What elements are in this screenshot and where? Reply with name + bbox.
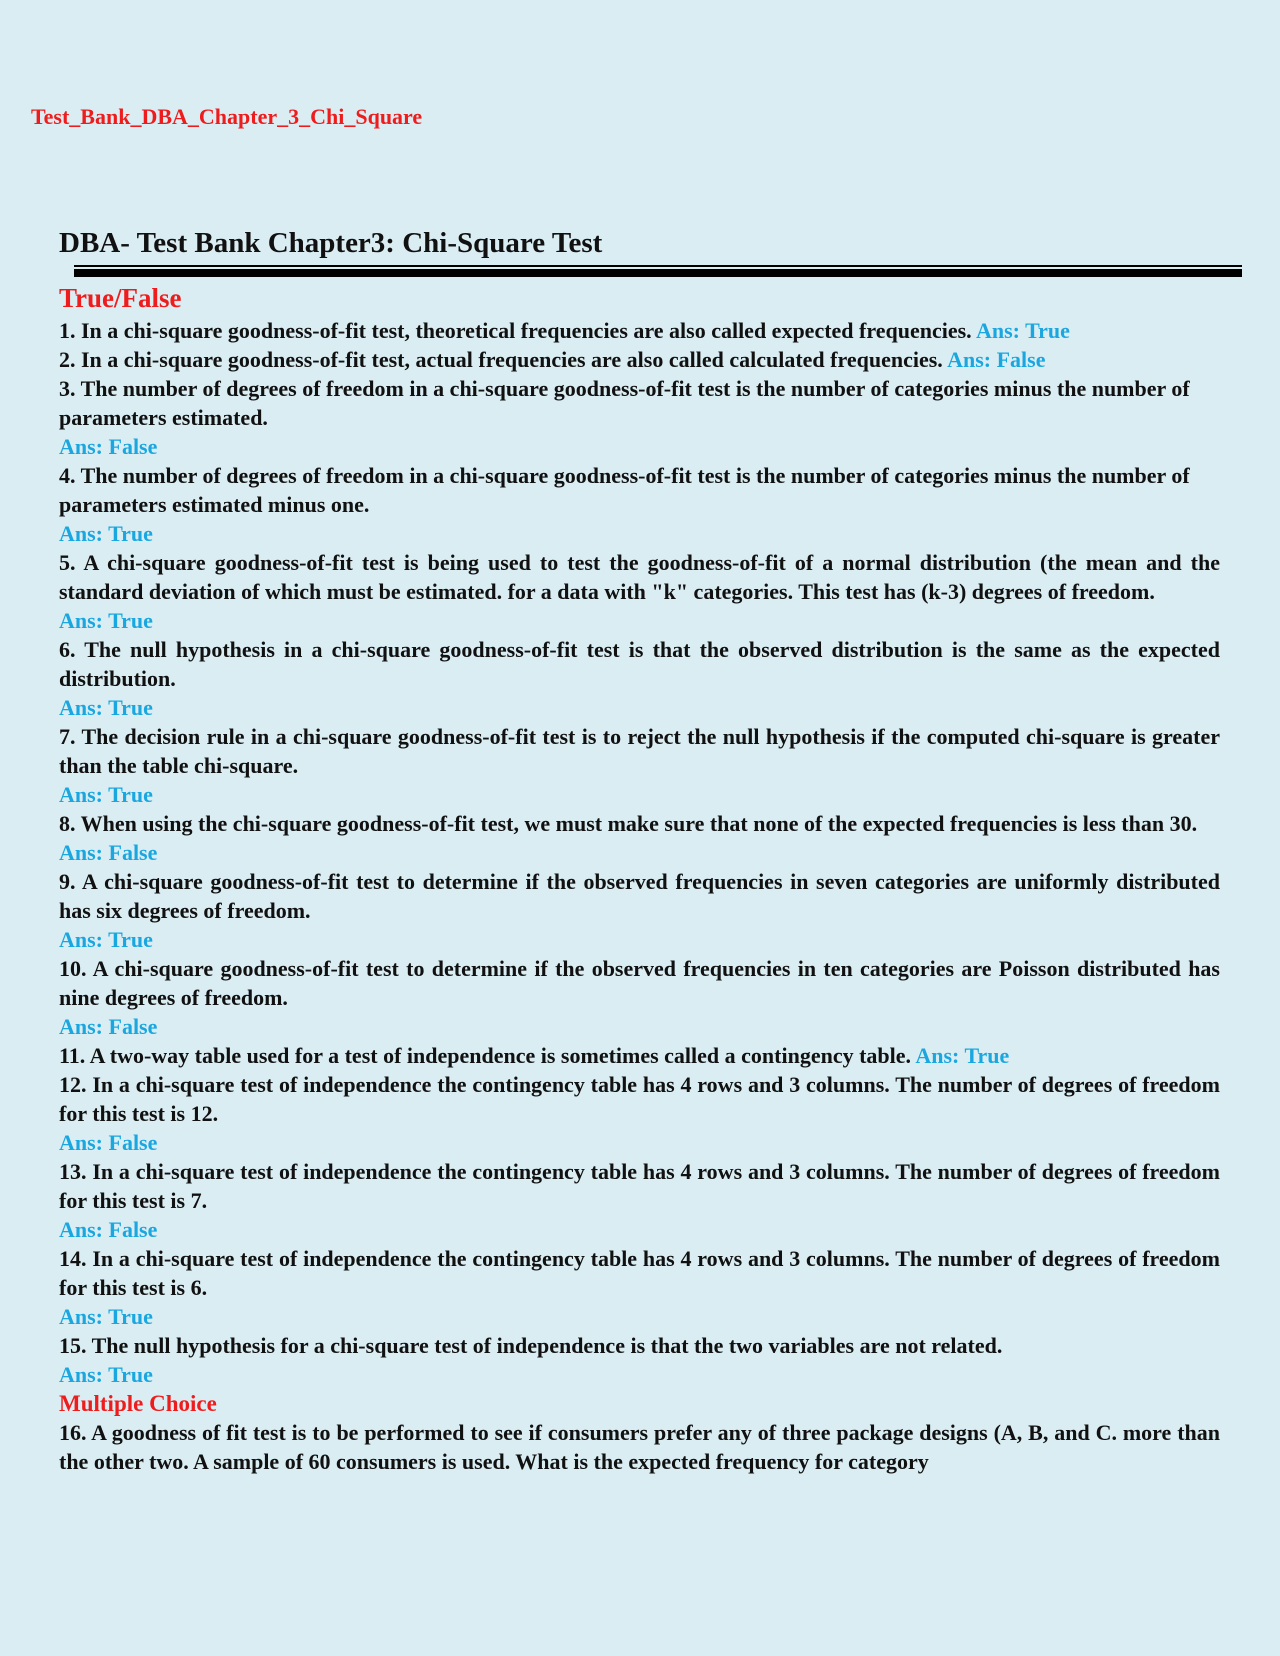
question-15 — [59, 1331, 1220, 1389]
answer: Ans: True — [59, 927, 153, 952]
answer: Ans: True — [59, 521, 153, 546]
answer: Ans: True — [59, 695, 153, 720]
answer: Ans: False — [59, 1217, 158, 1242]
question-12 — [59, 1070, 1220, 1157]
answer: Ans: False — [59, 1130, 158, 1155]
question-4 — [59, 461, 1220, 548]
answer: Ans: False — [59, 840, 158, 865]
question-text: 12. In a chi-square test of independence the contingency table has 4 rows and 3 columns. The number of degrees of freedom for this test is 12. — [59, 1072, 1220, 1126]
question-6 — [59, 635, 1220, 722]
question-10 — [59, 954, 1220, 1041]
answer: Ans: False — [947, 347, 1046, 372]
answer: Ans: True — [59, 1304, 153, 1329]
question-7 — [59, 722, 1220, 809]
question-text: 13. In a chi-square test of independence the contingency table has 4 rows and 3 columns. The number of degrees of freedom for this test is 7. — [59, 1159, 1220, 1213]
question-text: 8. When using the chi-square goodness-of-fit test, we must make sure that none of the expected frequencies is less than 30. — [59, 811, 1198, 836]
section-multiple-choice: Multiple Choice — [59, 1391, 217, 1416]
question-text: 1. In a chi-square goodness-of-fit test, theoretical frequencies are also called expected frequencies. — [59, 318, 972, 343]
answer: Ans: False — [59, 434, 158, 459]
answer: Ans: True — [975, 318, 1070, 343]
question-8 — [59, 809, 1220, 867]
question-text: 16. A goodness of fit test is to be performed to see if consumers prefer any of three package designs (A, B, and C. more than the other two. A sample of 60 consumers is used. What is the expected frequency for category — [59, 1420, 1220, 1474]
answer: Ans: True — [915, 1043, 1010, 1068]
question-11 — [59, 1041, 1220, 1070]
document-body — [59, 222, 1220, 1476]
question-text: 3. The number of degrees of freedom in a chi-square goodness-of-fit test is the number of categories minus the number of parameters estimated. — [59, 376, 1190, 430]
document-title: DBA- Test Bank Chapter3: Chi-Square Test — [59, 227, 603, 259]
question-text: 14. In a chi-square test of independence the contingency table has 4 rows and 3 columns. The number of degrees of freedom for this test is 6. — [59, 1246, 1220, 1300]
answer: Ans: True — [59, 782, 153, 807]
section-true-false: True/False — [59, 283, 182, 313]
question-9 — [59, 867, 1220, 954]
question-3 — [59, 374, 1220, 461]
answer: Ans: False — [59, 1014, 158, 1039]
question-text: 2. In a chi-square goodness-of-fit test, actual frequencies are also called calculated frequencies. — [59, 347, 943, 372]
file-title: Test_Bank_DBA_Chapter_3_Chi_Square — [31, 104, 423, 129]
title-rule — [74, 265, 1242, 277]
question-text: 9. A chi-square goodness-of-fit test to determine if the observed frequencies in seven categories are uniformly distributed has six degrees of freedom. — [59, 869, 1220, 923]
question-text: 7. The decision rule in a chi-square goodness-of-fit test is to reject the null hypothesis if the computed chi-square is greater than the table chi-square. — [59, 724, 1220, 778]
question-1 — [59, 316, 1220, 345]
question-5 — [59, 548, 1220, 635]
question-text: 6. The null hypothesis in a chi-square goodness-of-fit test is that the observed distribution is the same as the expected distribution. — [59, 637, 1220, 691]
question-text: 15. The null hypothesis for a chi-square test of independence is that the two variables are not related. — [59, 1333, 1003, 1358]
question-text: 5. A chi-square goodness-of-fit test is being used to test the goodness-of-fit of a normal distribution (the mean and the standard deviation of which must be estimated. for a data with "k" categories. This test has (k-3) degrees of freedom. — [59, 550, 1220, 604]
answer: Ans: True — [59, 608, 153, 633]
question-16 — [59, 1418, 1220, 1476]
answer: Ans: True — [59, 1362, 153, 1387]
question-2 — [59, 345, 1220, 374]
question-text: 4. The number of degrees of freedom in a chi-square goodness-of-fit test is the number of categories minus the number of parameters estimated minus one. — [59, 463, 1190, 517]
question-14 — [59, 1244, 1220, 1331]
question-text: 11. A two-way table used for a test of independence is sometimes called a contingency table. — [59, 1043, 912, 1068]
question-13 — [59, 1157, 1220, 1244]
question-text: 10. A chi-square goodness-of-fit test to determine if the observed frequencies in ten categories are Poisson distributed has nine degrees of freedom. — [59, 956, 1220, 1010]
